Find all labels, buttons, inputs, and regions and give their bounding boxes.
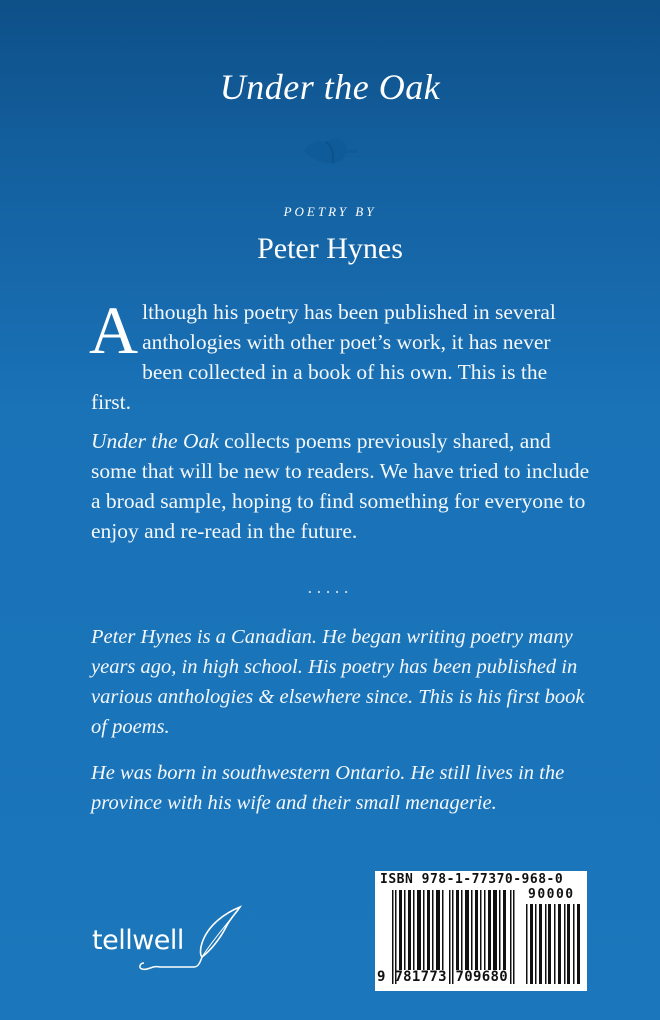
- isbn-label: ISBN 978-1-77370-968-0: [380, 872, 564, 887]
- drop-cap: A: [89, 292, 139, 368]
- author-bio-paragraph-1: Peter Hynes is a Canadian. He began writing poetry many years ago, in high school. His poetry has been published in various anthologies & elsewhere since. This is his first book of poems.: [91, 626, 585, 738]
- blurb-paragraph-2: [91, 426, 591, 546]
- book-title: Under the Oak: [219, 67, 441, 107]
- blurb-paragraph-2-text: collects poems previously shared, and some that will be new to readers. We have tried to include a broad sample, hoping to find something for everyone to enjoy and re-read in the future.: [91, 429, 590, 543]
- isbn-barcode: [375, 871, 587, 991]
- acorn-icon: [300, 134, 362, 166]
- blurb-paragraph-1-text: lthough his poetry has been published in several anthologies with other poet’s work, it has never been collected in a book of his own. This is the first.: [91, 300, 556, 414]
- author-bio-paragraph-2: He was born in southwestern Ontario. He still lives in the province with his wife and their small menagerie.: [91, 762, 565, 814]
- section-separator: .....: [307, 578, 353, 597]
- author-name: Peter Hynes: [257, 232, 403, 265]
- blurb-book-title: Under the Oak: [91, 429, 219, 453]
- blurb-paragraph-1: [89, 292, 591, 417]
- publisher-logo-text: tellwell: [92, 925, 184, 956]
- quill-icon: [90, 905, 250, 975]
- price-code: 90000: [528, 887, 575, 902]
- ean-digits: 9 781773 709680: [377, 969, 508, 985]
- price-addon-bars: [526, 904, 583, 984]
- byline-label: POETRY BY: [283, 204, 377, 219]
